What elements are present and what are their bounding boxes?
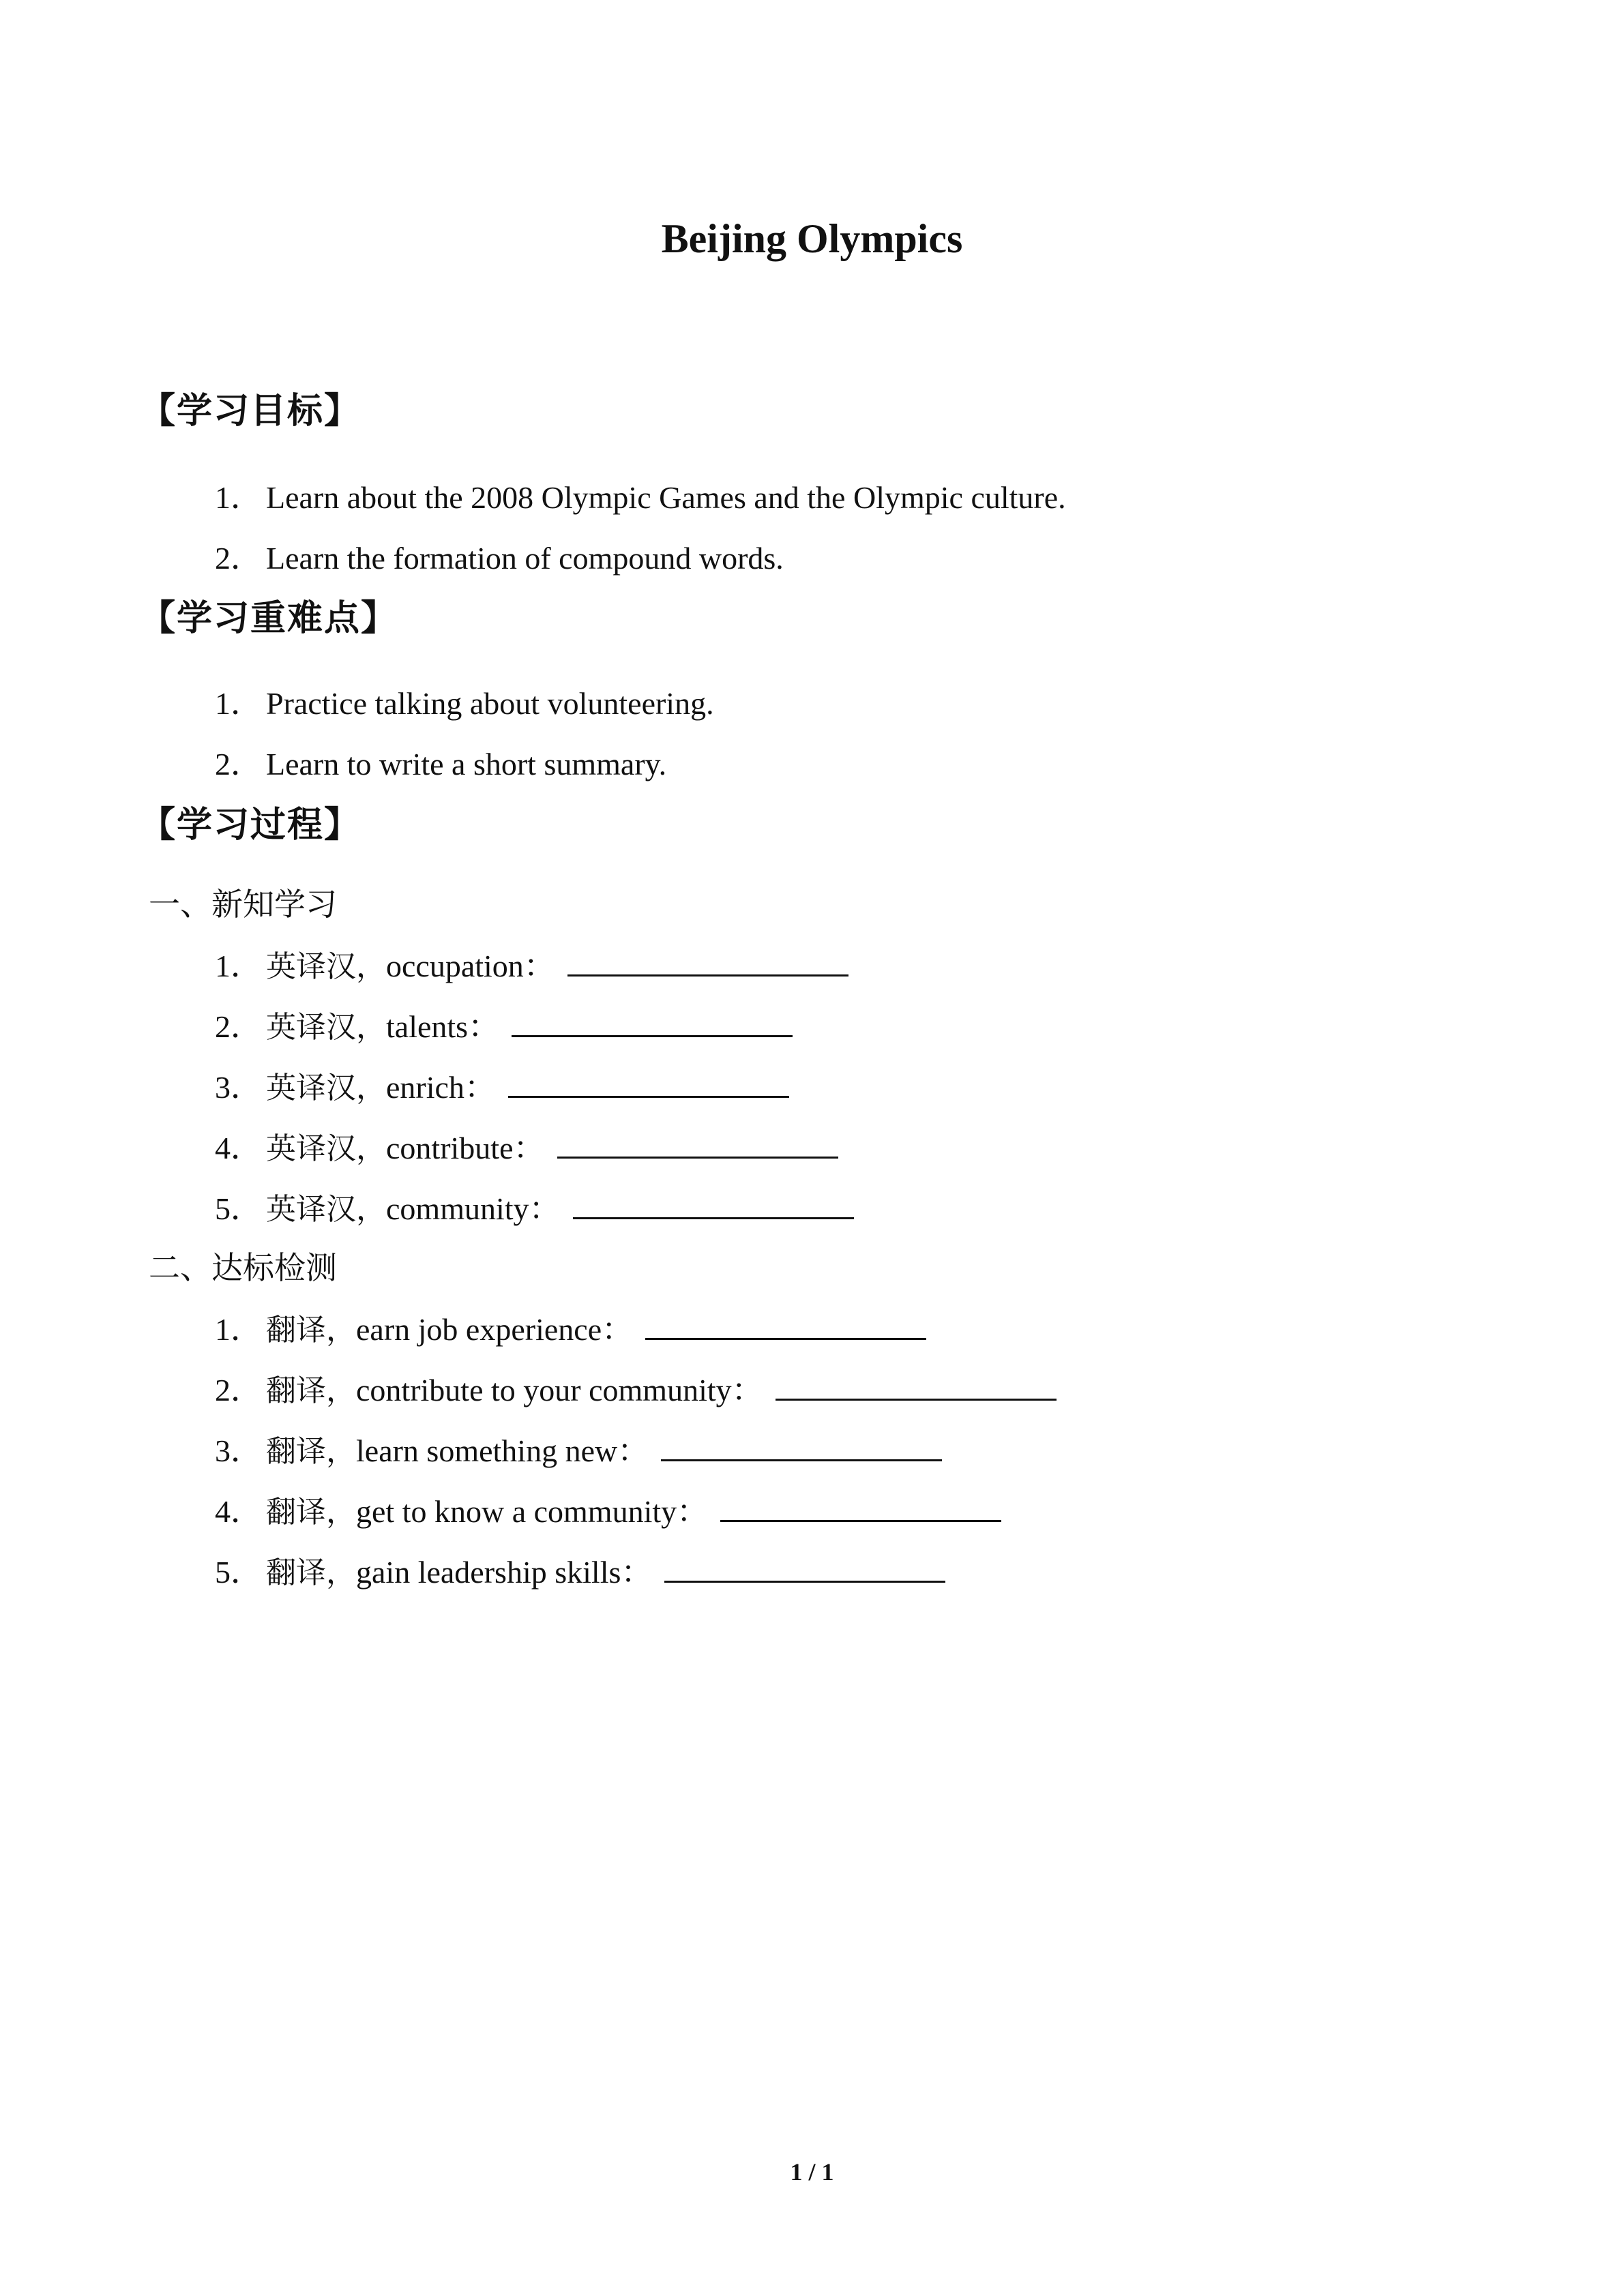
section-heading-goals: 【学习目标】	[140, 391, 361, 432]
answer-blank[interactable]	[664, 1553, 945, 1583]
key-point-item	[215, 744, 666, 785]
item-number: 5．	[215, 1555, 262, 1590]
item-number: 2．	[215, 1373, 262, 1407]
answer-blank[interactable]	[557, 1129, 838, 1159]
sub-heading-assessment: 二、达标检测	[149, 1249, 337, 1286]
page-number: 1 / 1	[790, 2158, 834, 2186]
section-heading-process: 【学习过程】	[140, 805, 361, 846]
item-text: Learn about the 2008 Olympic Games and the Olympic culture.	[266, 480, 1066, 515]
exercise-item	[215, 1309, 926, 1351]
answer-blank[interactable]	[508, 1069, 789, 1098]
item-text: Learn to write a short summary.	[266, 747, 667, 781]
item-number: 2．	[215, 541, 262, 576]
item-text: Learn the formation of compound words.	[266, 541, 784, 576]
key-point-item	[215, 683, 714, 724]
exercise-item	[215, 1189, 854, 1230]
item-prefix: 翻译，	[266, 1434, 356, 1469]
exercise-item	[215, 1128, 838, 1169]
item-prefix: 英译汉，	[266, 949, 386, 984]
answer-blank[interactable]	[720, 1493, 1001, 1522]
goal-item	[215, 538, 784, 579]
item-text: gain leadership skills：	[356, 1555, 653, 1590]
exercise-item	[215, 946, 848, 987]
item-prefix: 翻译，	[266, 1495, 356, 1530]
item-prefix: 英译汉，	[266, 1071, 386, 1105]
item-text: contribute to your community：	[356, 1373, 763, 1407]
item-number: 3．	[215, 1433, 262, 1468]
section-heading-key-points: 【学习重难点】	[140, 598, 398, 639]
exercise-item	[215, 1067, 789, 1109]
item-text: Practice talking about volunteering.	[266, 686, 714, 721]
item-number: 2．	[215, 1009, 262, 1044]
item-prefix: 英译汉，	[266, 1131, 386, 1166]
item-number: 1．	[215, 949, 262, 983]
exercise-item	[215, 1007, 793, 1048]
item-text: earn job experience：	[356, 1312, 634, 1347]
item-number: 1．	[215, 686, 262, 721]
exercise-item	[215, 1370, 1057, 1412]
item-text: occupation：	[386, 949, 555, 983]
item-text: learn something new：	[356, 1433, 649, 1468]
item-number: 2．	[215, 747, 262, 781]
item-text: contribute：	[386, 1131, 545, 1165]
item-number: 1．	[215, 1312, 262, 1347]
item-number: 5．	[215, 1191, 262, 1226]
item-text: talents：	[386, 1009, 500, 1044]
item-text: community：	[386, 1191, 561, 1226]
exercise-item	[215, 1491, 1001, 1533]
item-number: 4．	[215, 1131, 262, 1165]
item-number: 3．	[215, 1070, 262, 1105]
sub-heading-new-knowledge: 一、新知学习	[149, 886, 337, 923]
item-prefix: 英译汉，	[266, 1192, 386, 1227]
answer-blank[interactable]	[776, 1371, 1057, 1401]
item-text: enrich：	[386, 1070, 496, 1105]
item-text: get to know a community：	[356, 1494, 709, 1529]
document-title: Beijing Olympics	[661, 216, 963, 261]
answer-blank[interactable]	[567, 947, 848, 976]
answer-blank[interactable]	[645, 1311, 926, 1340]
exercise-item	[215, 1431, 942, 1472]
item-prefix: 英译汉，	[266, 1010, 386, 1045]
answer-blank[interactable]	[573, 1190, 854, 1219]
exercise-item	[215, 1552, 945, 1594]
item-prefix: 翻译，	[266, 1555, 356, 1590]
item-prefix: 翻译，	[266, 1313, 356, 1347]
item-number: 1．	[215, 480, 262, 515]
item-prefix: 翻译，	[266, 1373, 356, 1408]
item-number: 4．	[215, 1494, 262, 1529]
goal-item	[215, 477, 1066, 518]
answer-blank[interactable]	[512, 1008, 793, 1037]
answer-blank[interactable]	[661, 1432, 942, 1461]
